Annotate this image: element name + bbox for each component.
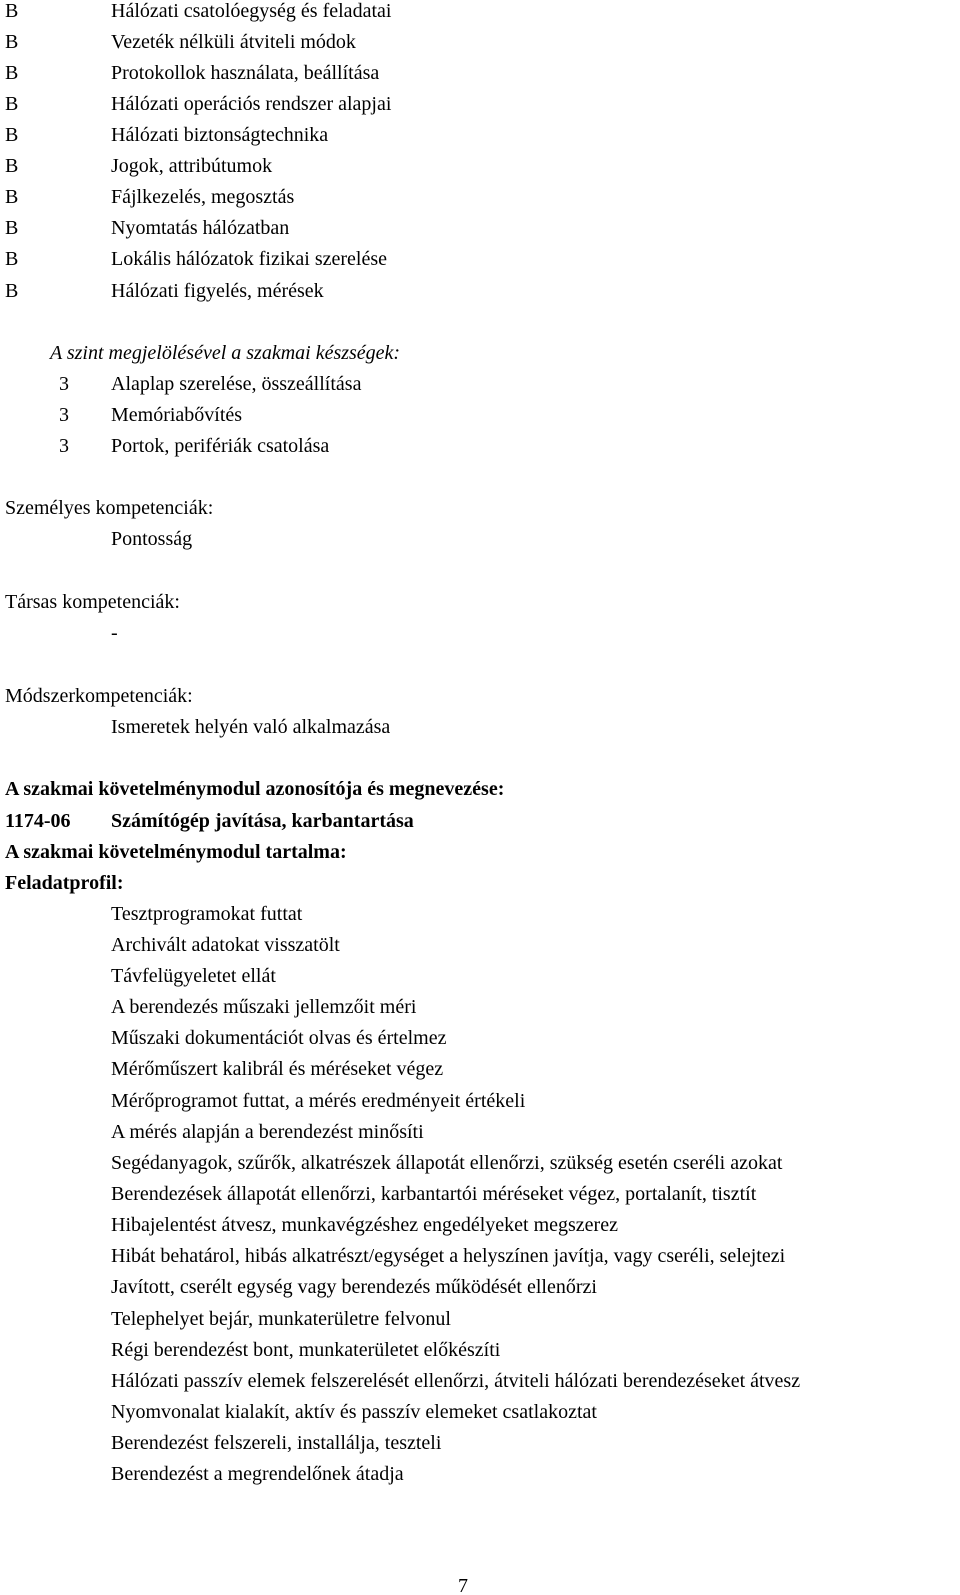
skills-heading: A szint megjelölésével a szakmai készségek: [50, 342, 401, 364]
skill-text: Memóriabővítés [111, 404, 243, 426]
level-marker: B [5, 31, 19, 53]
task-item: Berendezések állapotát ellenőrzi, karbantartói méréseket végez, portalanít, tisztít [111, 1183, 757, 1205]
skill-text: Portok, perifériák csatolása [111, 435, 330, 457]
method-competencies-heading: Módszerkompetenciák: [5, 685, 193, 707]
topic-text: Hálózati operációs rendszer alapjai [111, 93, 392, 115]
task-item: Mérőműszert kalibrál és méréseket végez [111, 1058, 444, 1080]
task-item: Régi berendezést bont, munkaterületet előkészíti [111, 1339, 501, 1361]
method-competency-value: Ismeretek helyén való alkalmazása [111, 716, 391, 738]
task-item: Nyomvonalat kialakít, aktív és passzív elemeket csatlakoztat [111, 1401, 597, 1423]
topic-text: Hálózati biztonságtechnika [111, 124, 329, 146]
level-marker: B [5, 124, 19, 146]
module-code: 1174-06 [5, 810, 71, 832]
task-item: Telephelyet bejár, munkaterületre felvonul [111, 1308, 451, 1330]
task-item: Hibajelentést átvesz, munkavégzéshez engedélyeket megszerez [111, 1214, 618, 1236]
level-marker: B [5, 217, 19, 239]
task-item: Hibát behatárol, hibás alkatrészt/egységet a helyszínen javítja, vagy cseréli, selejtezi [111, 1245, 786, 1267]
module-id-heading: A szakmai követelménymodul azonosítója és megnevezése: [5, 778, 505, 800]
topic-text: Vezeték nélküli átviteli módok [111, 31, 356, 53]
topic-text: Protokollok használata, beállítása [111, 62, 380, 84]
task-item: Hálózati passzív elemek felszerelését ellenőrzi, átviteli hálózati berendezéseket átvesz [111, 1370, 801, 1392]
task-item: Mérőprogramot futtat, a mérés eredményeit értékeli [111, 1090, 526, 1112]
topic-text: Hálózati figyelés, mérések [111, 280, 324, 302]
task-item: Javított, cserélt egység vagy berendezés működését ellenőrzi [111, 1276, 597, 1298]
task-item: Műszaki dokumentációt olvas és értelmez [111, 1027, 447, 1049]
level-marker: B [5, 248, 19, 270]
topic-text: Nyomtatás hálózatban [111, 217, 290, 239]
module-name: Számítógép javítása, karbantartása [111, 810, 414, 832]
task-item: Segédanyagok, szűrők, alkatrészek állapotát ellenőrzi, szükség esetén cseréli azokat [111, 1152, 783, 1174]
level-marker: B [5, 62, 19, 84]
module-content-heading: A szakmai követelménymodul tartalma: [5, 841, 347, 863]
task-item: A berendezés műszaki jellemzőit méri [111, 996, 417, 1018]
level-marker: B [5, 0, 19, 22]
level-marker: 3 [59, 404, 69, 426]
topic-text: Fájlkezelés, megosztás [111, 186, 295, 208]
task-profile-heading: Feladatprofil: [5, 872, 124, 894]
task-item: Archivált adatokat visszatölt [111, 934, 340, 956]
level-marker: 3 [59, 373, 69, 395]
level-marker: B [5, 155, 19, 177]
task-item: A mérés alapján a berendezést minősíti [111, 1121, 424, 1143]
task-item: Távfelügyeletet ellát [111, 965, 276, 987]
social-competencies-heading: Társas kompetenciák: [5, 591, 180, 613]
level-marker: B [5, 93, 19, 115]
topic-text: Lokális hálózatok fizikai szerelése [111, 248, 387, 270]
skill-text: Alaplap szerelése, összeállítása [111, 373, 362, 395]
level-marker: 3 [59, 435, 69, 457]
topic-text: Hálózati csatolóegység és feladatai [111, 0, 392, 22]
task-item: Berendezést a megrendelőnek átadja [111, 1463, 404, 1485]
level-marker: B [5, 186, 19, 208]
level-marker: B [5, 280, 19, 302]
task-item: Tesztprogramokat futtat [111, 903, 303, 925]
topic-text: Jogok, attribútumok [111, 155, 273, 177]
task-item: Berendezést felszereli, installálja, teszteli [111, 1432, 442, 1454]
personal-competency-value: Pontosság [111, 528, 193, 550]
social-competency-value: - [111, 622, 118, 644]
page-number: 7 [458, 1575, 468, 1595]
personal-competencies-heading: Személyes kompetenciák: [5, 497, 214, 519]
